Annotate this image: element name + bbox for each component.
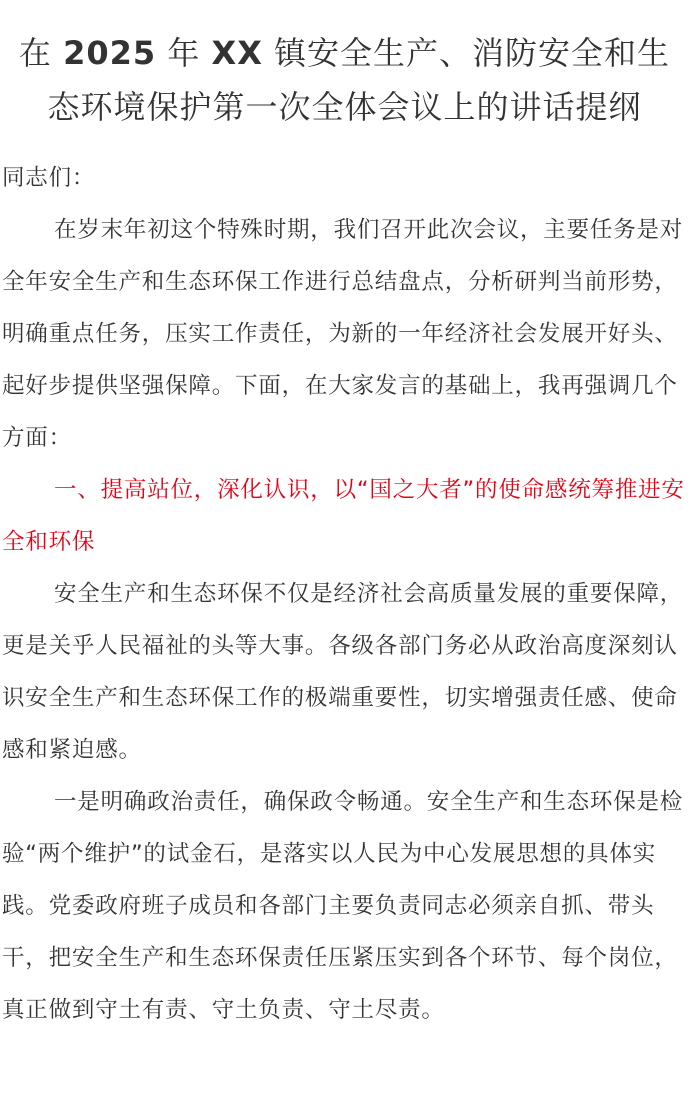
salutation: 同志们： <box>2 165 96 191</box>
title-line-2: 态环境保护第一次全体会议上的讲话提纲 <box>47 88 642 126</box>
title-year: 2025 <box>63 34 157 72</box>
title-text: 镇安全生产、消防安全和生 <box>262 34 671 72</box>
paragraph-point-1: 一是明确政治责任，确保政令畅通。安全生产和生态环保是检验“两个维护”的试金石，是落实以人民为中心发展思想的具体实践。党委政府班子成员和各部门主要负责同志必须亲自抓、带头干，把安全生产和生态环保责任压紧压实到各个环节、每个岗位，真正做到守土有责、守土负责、守土尽责。 <box>2 789 684 1023</box>
paragraph-intro: 在岁末年初这个特殊时期，我们召开此次会议，主要任务是对全年安全生产和生态环保工作进行总结盘点，分析研判当前形势，明确重点任务，压实工作责任，为新的一年经济社会发展开好头、起好步提供坚强保障。下面，在大家发言的基础上，我再强调几个方面： <box>2 217 684 451</box>
title-text: 在 <box>18 34 64 72</box>
document-body <box>2 152 687 1036</box>
document-title <box>2 0 687 134</box>
title-placeholder-name: XX <box>211 34 263 72</box>
section-heading: 一、提高站位，深化认识，以“国之大者”的使命感统筹推进安全和环保 <box>2 477 685 555</box>
title-text: 年 <box>156 34 212 72</box>
title-line-1 <box>2 26 687 80</box>
paragraph-body: 安全生产和生态环保不仅是经济社会高质量发展的重要保障，更是关乎人民福祉的头等大事。各级各部门务必从政治高度深刻认识安全生产和生态环保工作的极端重要性，切实增强责任感、使命感和紧迫感。 <box>2 581 684 763</box>
